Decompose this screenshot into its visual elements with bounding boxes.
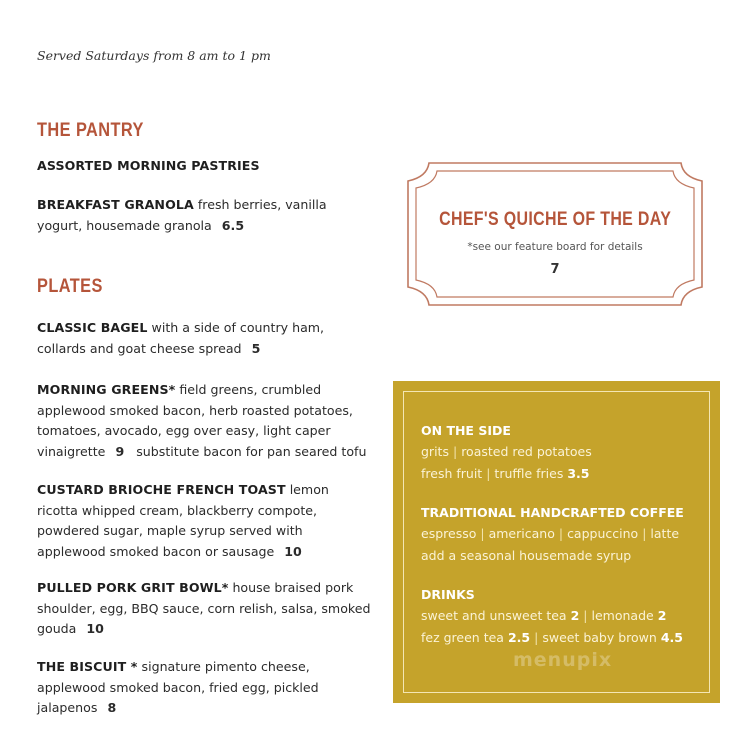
item-name: CUSTARD BRIOCHE FRENCH TOAST [37,482,286,497]
side-price: 3.5 [567,466,590,481]
section-heading: ON THE SIDE [421,423,511,438]
ornate-frame-icon [407,162,703,306]
menu-item [37,657,372,719]
quiche-feature-box [407,162,703,306]
drinks-line: fez green tea 2.5 | sweet baby brown 4.5 [421,630,683,645]
quiche-title: CHEF'S QUICHE OF THE DAY [438,209,672,230]
menu-item [37,156,372,177]
item-note: substitute bacon for pan seared tofu [136,443,367,459]
item-name: ASSORTED MORNING PASTRIES [37,158,260,173]
on-the-side-section [421,421,711,485]
item-price: 9 [115,443,125,459]
item-price: 10 [284,543,302,559]
plates-heading: PLATES [37,276,103,297]
coffee-line: add a seasonal housemade syrup [421,548,632,563]
item-desc: field greens, crumbled applewood smoked bacon, herb roasted potatoes, tomatoes, avocado, egg over easy, light caper vinaigrette [37,382,353,459]
coffee-line: espresso | americano | cappuccino | latte [421,526,680,541]
quiche-price: 7 [550,262,560,277]
menu-item [37,578,372,640]
drinks-line: sweet and unsweet tea 2 | lemonade 2 [421,608,667,623]
drinks-section [421,585,711,649]
coffee-section [421,503,711,567]
side-line: fresh fruit | truffle fries 3.5 [421,466,590,481]
menu-item [37,380,372,462]
menu-item [37,480,372,562]
item-name: THE BISCUIT * [37,659,138,674]
item-price: 6.5 [221,217,245,233]
pantry-heading: THE PANTRY [37,120,144,141]
item-price: 8 [107,700,117,715]
sides-drinks-box [393,381,720,703]
item-desc: lemon ricotta whipped cream, blackberry compote, powdered sugar, maple syrup served with applewood smoked bacon or sausage [37,482,329,559]
item-desc: fresh berries, vanilla yogurt, housemade granola [37,197,327,233]
item-name: PULLED PORK GRIT BOWL* [37,580,229,595]
item-price: 10 [86,621,104,636]
menu-item [37,195,372,236]
item-name: BREAKFAST GRANOLA [37,197,194,212]
service-hours: Served Saturdays from 8 am to 1 pm [37,48,271,63]
section-heading: TRADITIONAL HANDCRAFTED COFFEE [421,505,684,520]
watermark: menupix [513,649,613,671]
item-desc: signature pimento cheese, applewood smoked bacon, fried egg, pickled jalapenos [37,659,319,715]
item-desc: house braised pork shoulder, egg, BBQ sauce, corn relish, salsa, smoked gouda [37,580,371,636]
quiche-note: *see our feature board for details [467,241,643,253]
item-name: MORNING GREENS* [37,382,176,397]
item-name: CLASSIC BAGEL [37,320,148,335]
item-desc: with a side of country ham, collards and goat cheese spread [37,320,325,356]
item-price: 5 [251,340,261,356]
menu-item [37,318,372,359]
section-heading: DRINKS [421,587,475,602]
side-line: grits | roasted red potatoes [421,444,592,459]
